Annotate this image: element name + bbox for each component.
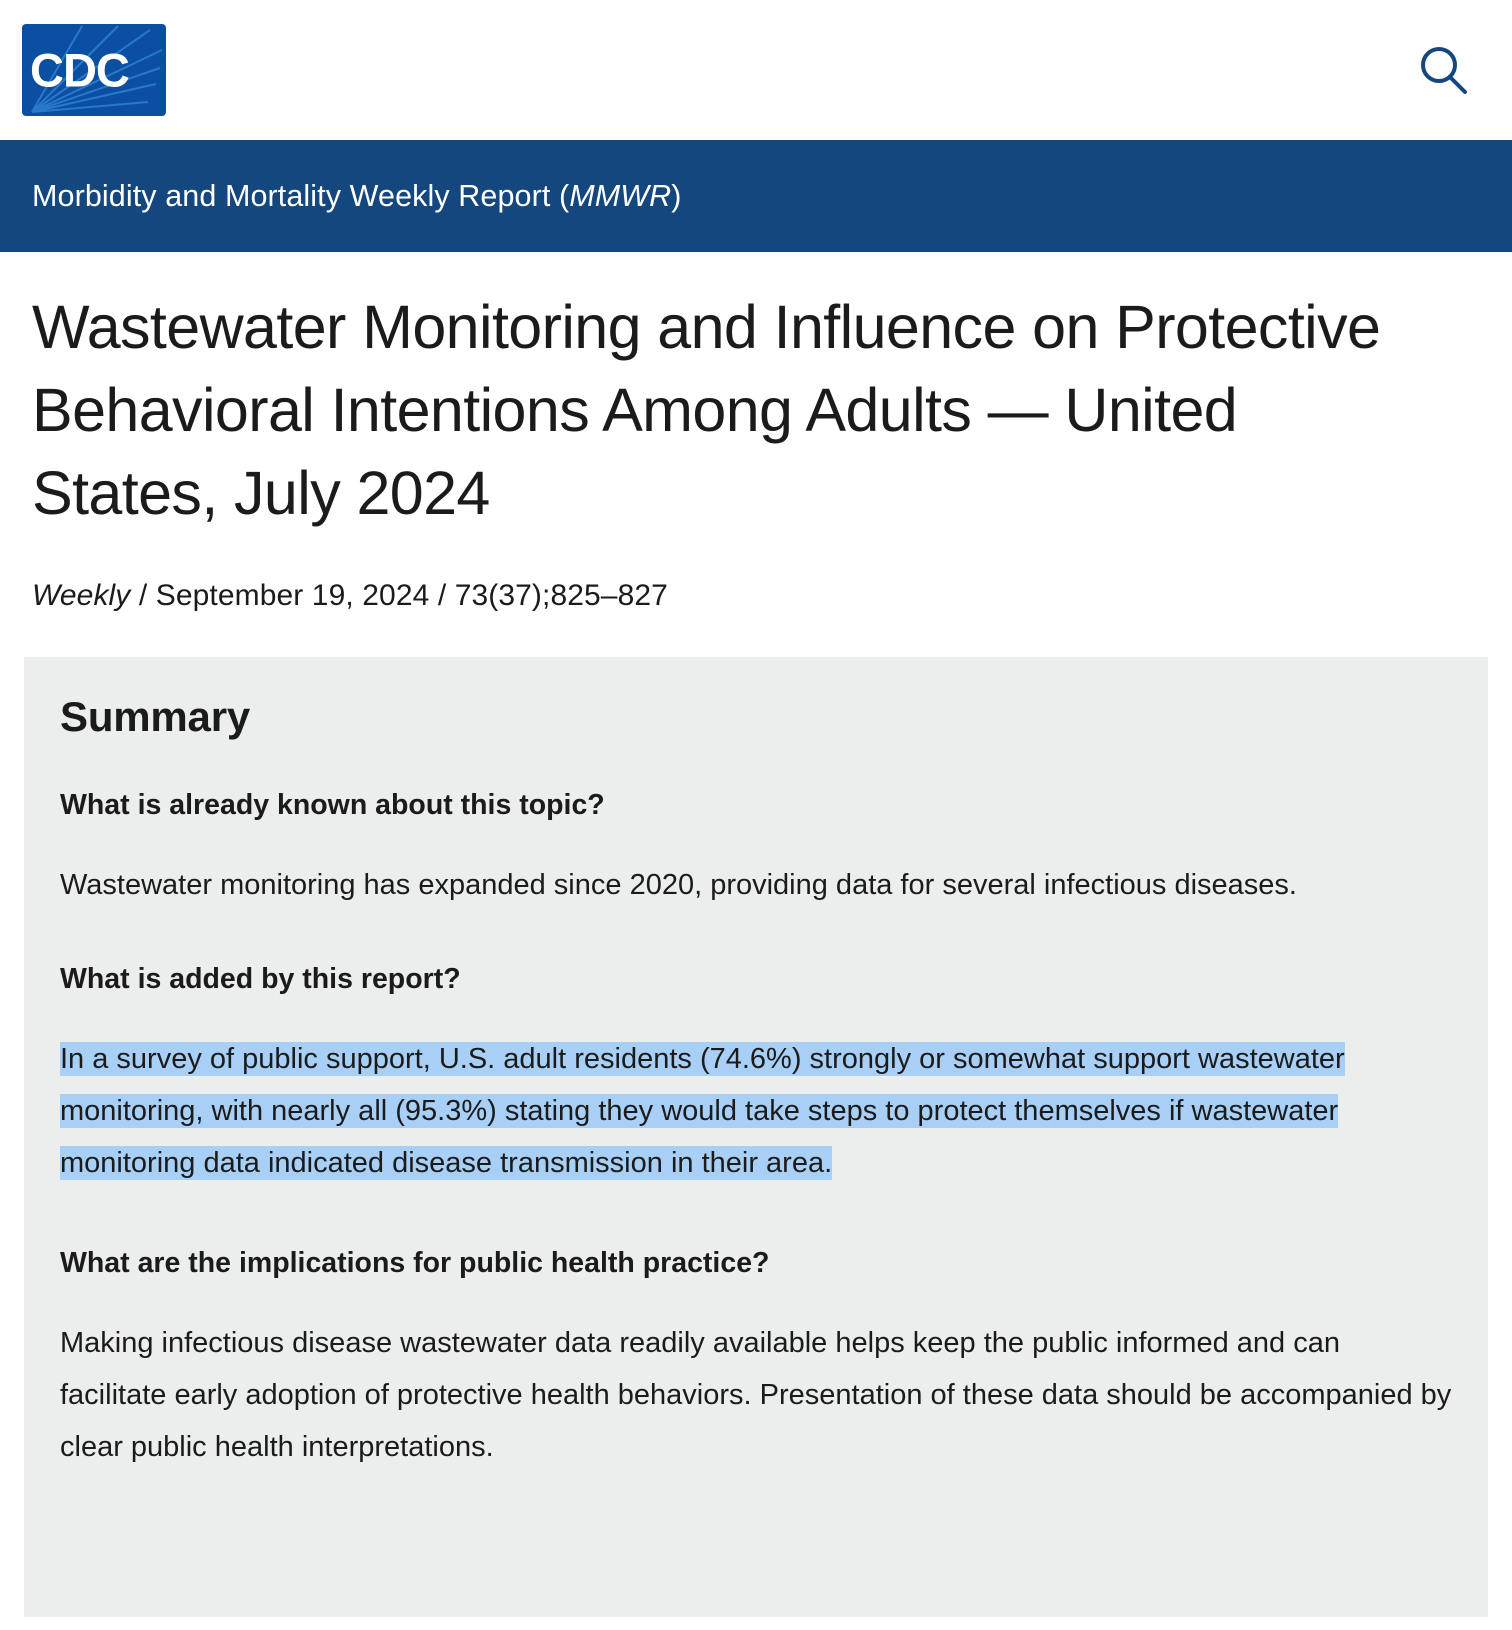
mmwr-banner [0, 140, 1512, 252]
mmwr-banner-label [32, 179, 682, 214]
mmwr-banner-italic: MMWR [569, 178, 672, 213]
search-icon [1415, 42, 1471, 98]
summary-question-1: What is already known about this topic? [60, 788, 605, 821]
summary-answer-1: Wastewater monitoring has expanded since 2020, providing data for several infectious diseases. [60, 868, 1297, 901]
cdc-logo-text: CDC [30, 43, 129, 97]
highlighted-text: In a survey of public support, U.S. adult residents (74.6%) strongly or somewhat support wastewater monitoring, with nearly all (95.3%) stating they would take steps to protect themselves if wastewater monitoring data indicated disease transmission in their area. [60, 1043, 1345, 1179]
summary-answer-2 [60, 1034, 1452, 1189]
summary-question-2: What is added by this report? [60, 963, 461, 996]
search-button[interactable] [1410, 37, 1476, 103]
mmwr-banner-prefix: Morbidity and Mortality Weekly Report ( [32, 178, 570, 213]
summary-answer-3: Making infectious disease wastewater data readily available helps keep the public informed and can facilitate early adoption of protective health behaviors. Presentation of these data should be accompanied by clear public health interpretations. [60, 1327, 1452, 1463]
article-container [0, 286, 1512, 1617]
summary-box [24, 657, 1488, 1617]
article-meta-periodicity: Weekly [32, 578, 131, 612]
summary-question-3: What are the implications for public health practice? [60, 1247, 770, 1280]
page-title: Wastewater Monitoring and Influence on Protective Behavioral Intentions Among Adults — United States, July 2024 [32, 293, 1381, 527]
site-header [0, 0, 1512, 140]
cdc-logo[interactable] [22, 24, 166, 116]
article-meta-citation: / September 19, 2024 / 73(37);825–827 [130, 578, 668, 612]
mmwr-banner-suffix: ) [671, 178, 682, 213]
summary-heading: Summary [60, 692, 251, 740]
article-meta [32, 579, 1488, 613]
